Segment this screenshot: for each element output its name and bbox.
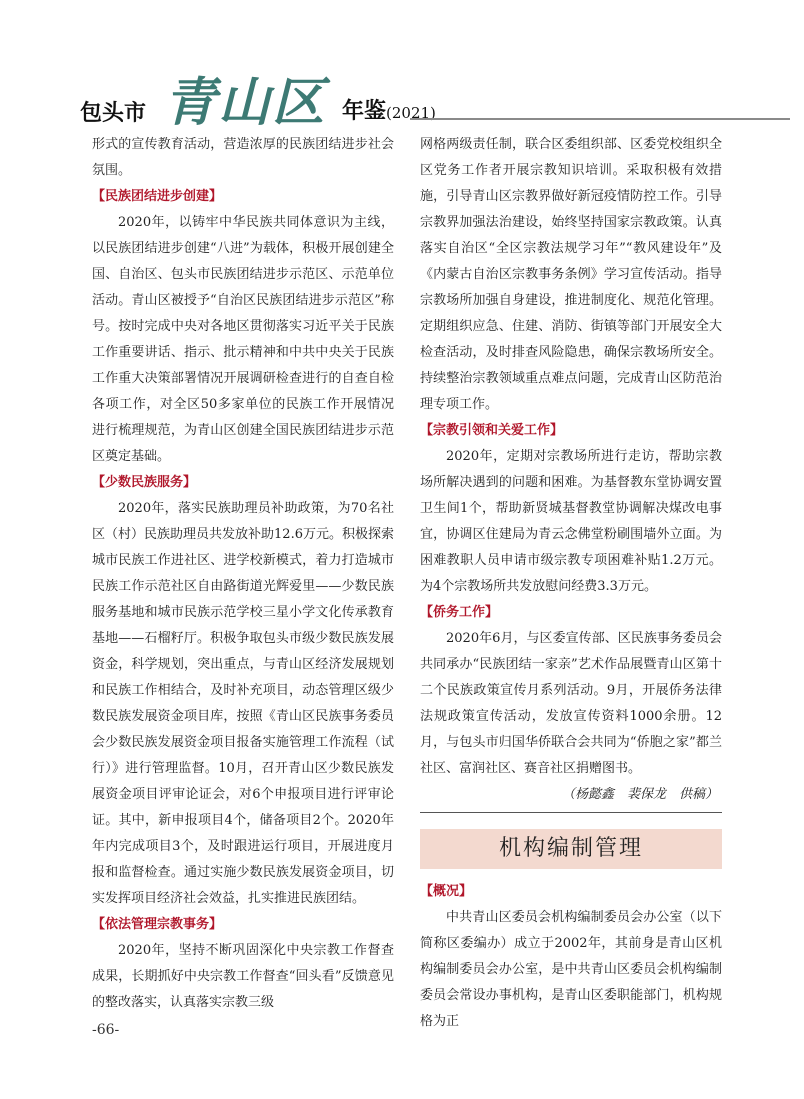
header-district-calligraphy: 青山区 xyxy=(164,72,327,133)
section-heading-text: 宗教引领和关爱工作 xyxy=(433,423,551,438)
paragraph: 网格两级责任制，联合区委组织部、区委党校组织全区党务工作者开展宗教知识培训。采取积极有效措施，引导青山区宗教界做好新冠疫情防控工作。引导宗教界加强法治建设，始终坚持国家宗教政策。认真落实自治区“全区宗教法规学习年”“教风建设年”及《内蒙古自治区宗教事务条例》学习宣传活动。指导宗教场所加强自身建设，推进制度化、规范化管理。定期组织应急、住建、消防、街镇等部门开展安全大检查活动，及时排查风险隐患，确保宗教场所安全。持续整治宗教领域重点难点问题，完成青山区防范治理专项工作。 xyxy=(420,137,722,412)
section-heading-text: 依法管理宗教事务 xyxy=(105,917,210,932)
paragraph: 2020年，以铸牢中华民族共同体意识为主线，以民族团结进步创建“八进”为载体，积极开展创建全国、自治区、包头市民族团结进步示范区、示范单位活动。青山区被授予“自治区民族团结进步示范区”称号。按时完成中央对各地区贯彻落实习近平关于民族工作重要讲话、指示、批示精神和中共中央关于民族工作重大决策部署情况开展调研检查进行的自查自检各项工作，对全区50多家单位的民族工作开展情况进行梳理规范，为青山区创建全国民族团结进步示范区奠定基础。 xyxy=(92,215,394,464)
chapter-banner xyxy=(420,829,722,869)
paragraph: 2020年，落实民族助理员补助政策，为70名社区（村）民族助理员共发放补助12.6万元。积极探索城市民族工作进社区、进学校新模式，着力打造城市民族工作示范社区自由路街道光辉爱里——少数民族服务基地和城市民族示范学校三星小学文化传承教育基地——石榴籽厅。积极争取包头市级少数民族发展资金，科学规划，突出重点，与青山区经济发展规划和民族工作相结合，及时补充项目，动态管理区级少数民族发展资金项目库，按照《青山区民族事务委员会少数民族发展资金项目报备实施管理工作流程（试行）》进行管理监督。10月，召开青山区少数民族发展资金项目评审论证会，对6个申报项目进行评审论证。其中，新申报项目4个，储备项目2个。2020年年内完成项目3个，及时跟进运行项目，开展进度月报和监督检查。通过实施少数民族发展资金项目，切实发挥项目经济社会效益，扎实推进民族团结。 xyxy=(92,501,394,906)
section-heading-text: 侨务工作 xyxy=(433,605,486,620)
paragraph: 2020年6月，与区委宣传部、区民族事务委员会共同承办“民族团结一家亲”艺术作品展暨青山区第十二个民族政策宣传月系列活动。9月，开展侨务法律法规政策宣传活动，发放宣传资料1000余册。12月，与包头市归国华侨联合会共同为“侨胞之家”都兰社区、富润社区、赛音社区捐赠图书。 xyxy=(420,631,722,776)
right-column xyxy=(420,132,722,1035)
section-heading-text: 民族团结进步创建 xyxy=(105,189,210,204)
page-header xyxy=(80,60,730,133)
paragraph: 2020年，定期对宗教场所进行走访，帮助宗教场所解决遇到的问题和困难。为基督教东堂协调安置卫生间1个，帮助新贤城基督教堂协调解决煤改电事宜，协调区住建局为青云念佛堂粉刷围墙外立面。为困难教职人员申请市级宗教专项困难补贴1.2万元。为4个宗教场所共发放慰问经费3.3万元。 xyxy=(420,449,722,594)
header-book: 年鉴 xyxy=(342,98,387,124)
section-heading-text: 少数民族服务 xyxy=(105,475,184,490)
header-city: 包头市 xyxy=(80,101,147,126)
section-heading: 【侨务工作】 xyxy=(420,605,499,620)
header-year: (2021) xyxy=(386,104,436,122)
section-heading: 【民族团结进步创建】 xyxy=(92,189,223,204)
section-heading-text: 概况 xyxy=(433,884,460,899)
left-column xyxy=(92,132,394,1016)
paragraph: 中共青山区委员会机构编制委员会办公室（以下简称区委编办）成立于2002年，其前身是青山区机构编制委员会办公室，是中共青山区委员会机构编制委员会常设办事机构，是青山区委职能部门，机构规格为正 xyxy=(420,910,722,1029)
header-rule xyxy=(410,118,790,120)
contributor-signature: （杨懿鑫 裴保龙 供稿） xyxy=(561,787,718,802)
section-divider xyxy=(420,812,722,813)
page-number: -66- xyxy=(92,1022,120,1038)
header-book-title xyxy=(342,94,436,125)
section-heading: 【宗教引领和关爱工作】 xyxy=(420,423,564,438)
paragraph: 2020年，坚持不断巩固深化中央宗教工作督查成果，长期抓好中央宗教工作督查“回头看”反馈意见的整改落实，认真落实宗教三级 xyxy=(92,943,394,1010)
section-heading: 【少数民族服务】 xyxy=(92,475,197,490)
section-heading: 【依法管理宗教事务】 xyxy=(92,917,223,932)
chapter-banner-title: 机构编制管理 xyxy=(498,836,643,861)
section-heading: 【概况】 xyxy=(420,884,473,899)
paragraph: 形式的宣传教育活动，营造浓厚的民族团结进步社会氛围。 xyxy=(92,137,394,178)
